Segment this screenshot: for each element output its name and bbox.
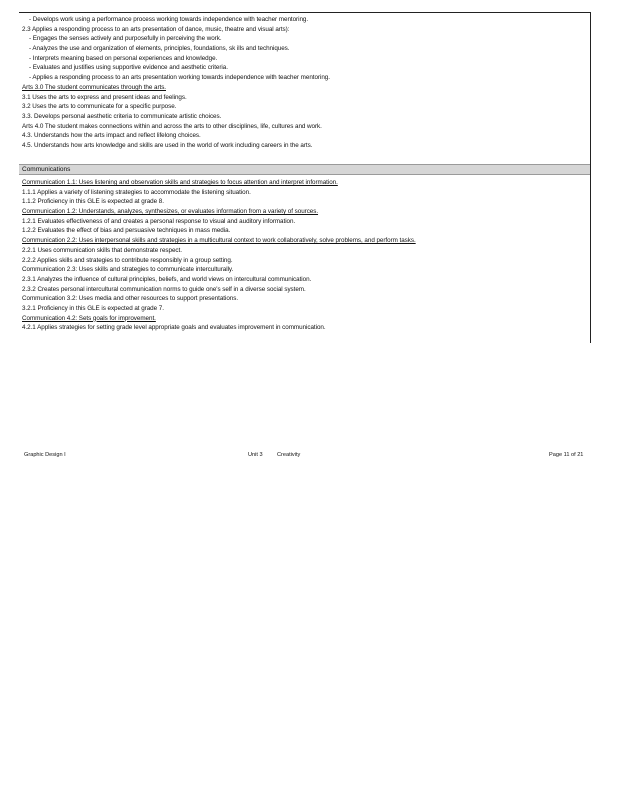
standard-line: 1.2.1 Evaluates effectiveness of and creates a personal response to visual and auditory information.	[22, 217, 296, 225]
standard-line: 2.2.2 Applies skills and strategies to contribute responsibly in a group setting.	[22, 256, 233, 264]
communications-section-header	[19, 164, 590, 175]
standard-line: - Evaluates and justifies using supportive evidence and aesthetic criteria.	[29, 64, 228, 72]
standard-line: 3.2 Uses the arts to communicate for a specific purpose.	[22, 103, 177, 111]
standard-line: - Analyzes the use and organization of elements, principles, foundations, sk ills and techniques.	[29, 45, 290, 53]
standard-line: 3.1 Uses the arts to express and present ideas and feelings.	[22, 93, 187, 101]
standard-line: 2.3.1 Analyzes the influence of cultural principles, beliefs, and world views on intercultural communication.	[22, 275, 312, 283]
standard-line: 3.2.1 Proficiency in this GLE is expected at grade 7.	[22, 304, 164, 312]
standard-line: - Develops work using a performance process working towards independence with teacher mentoring.	[29, 16, 309, 23]
standard-line: Communication 2.2: Uses interpersonal skills and strategies in a multicultural context to work collaboratively, solve problems, and perform tasks.	[22, 237, 416, 245]
standard-line: Communication 2.3: Uses skills and strategies to communicate interculturally.	[22, 266, 234, 274]
standard-line: Communication 1.2: Understands, analyzes, synthesizes, or evaluates information from a variety of sources.	[22, 208, 319, 216]
standard-line: 4.2.1 Applies strategies for setting grade level appropriate goals and evaluates improvement in communication.	[22, 324, 326, 332]
standard-line: 1.2.2 Evaluates the effect of bias and persuasive techniques in mass media.	[22, 227, 231, 235]
standard-line: Communication 1.1: Uses listening and observation skills and strategies to focus attention and interpret information.	[22, 179, 338, 186]
footer-unit-title: Creativity	[277, 452, 301, 458]
footer-unit: Unit 3	[248, 452, 263, 458]
standard-line: Arts 4.0 The student makes connections within and across the arts to other disciplines, life, cultures and work.	[22, 122, 322, 130]
standard-line: 2.2.1 Uses communication skills that demonstrate respect.	[22, 246, 182, 254]
standard-line: 1.1.2 Proficiency in this GLE is expected at grade 8.	[22, 198, 164, 206]
footer-page-number: Page 11 of 21	[549, 452, 584, 458]
standard-line: Arts 3.0 The student communicates through the arts.	[22, 83, 166, 91]
section-title: Communications	[22, 166, 71, 173]
standard-line: 3.3. Develops personal aesthetic criteria to communicate artistic choices.	[22, 112, 222, 120]
footer-course: Graphic Design I	[24, 452, 66, 458]
standard-line: 2.3 Applies a responding process to an arts presentation of dance, music, theatre and visual arts):	[22, 25, 290, 33]
standard-line: Communication 3.2: Uses media and other resources to support presentations.	[22, 295, 239, 303]
standard-line: 4.5. Understands how arts knowledge and skills are used in the world of work including careers in the arts.	[22, 141, 313, 149]
communications-standards-block	[22, 178, 590, 333]
standards-frame	[19, 12, 591, 343]
standard-line: 2.3.2 Creates personal intercultural communication norms to guide one's self in a diverse social system.	[22, 285, 306, 293]
standard-line: 4.3. Understands how the arts impact and reflect lifelong choices.	[22, 132, 201, 140]
standard-line: - Interprets meaning based on personal experiences and knowledge.	[29, 54, 218, 62]
standard-line: 1.1.1 Applies a variety of listening strategies to accommodate the listening situation.	[22, 188, 251, 196]
arts-standards-block	[22, 15, 590, 151]
standard-line: - Engages the senses actively and purposefully in perceiving the work.	[29, 35, 222, 43]
standard-line: - Applies a responding process to an arts presentation working towards independence with teacher mentoring.	[29, 74, 330, 82]
standard-line: Communication 4.2: Sets goals for improvement.	[22, 314, 156, 322]
